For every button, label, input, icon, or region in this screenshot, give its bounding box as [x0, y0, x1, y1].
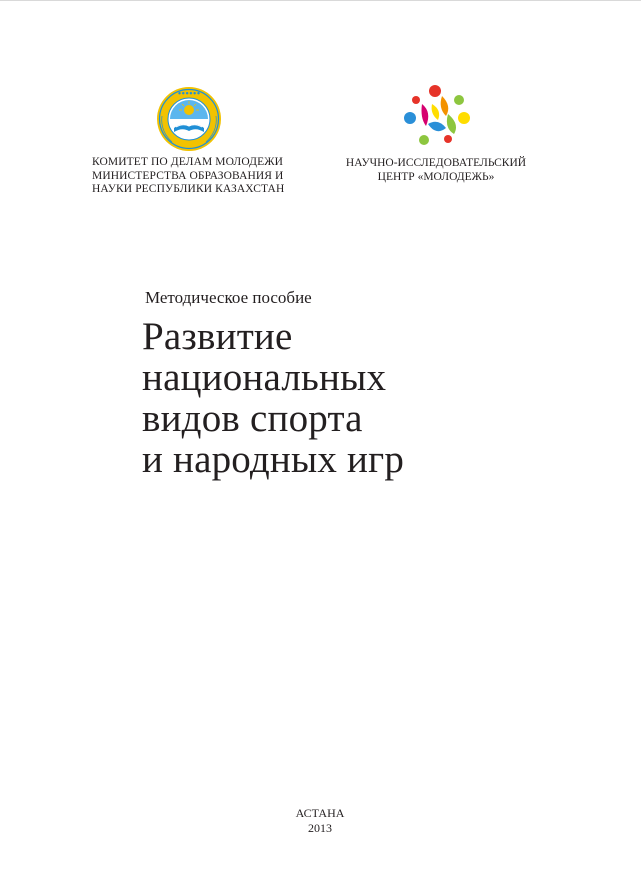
document-type-subtitle: Методическое пособие	[145, 288, 312, 307]
left-org-line: КОМИТЕТ ПО ДЕЛАМ МОЛОДЕЖИ	[92, 156, 284, 168]
svg-text:● ● ● ● ● ●: ● ● ● ● ● ●	[178, 91, 200, 95]
document-title	[142, 316, 404, 480]
title-line: видов спорта	[142, 397, 363, 440]
ministry-emblem-icon	[156, 86, 222, 152]
left-org-line: НАУКИ РЕСПУБЛИКИ КАЗАХСТАН	[92, 183, 285, 195]
right-org-line: НАУЧНО-ИССЛЕДОВАТЕЛЬСКИЙ	[345, 157, 527, 169]
title-line: Развитие	[142, 315, 293, 358]
youth-center-logo-icon	[402, 84, 470, 150]
left-organization-name	[92, 156, 322, 197]
title-line: национальных	[142, 356, 387, 399]
publication-info	[220, 806, 420, 836]
right-organization-name	[336, 157, 536, 184]
title-line: и народных игр	[142, 438, 405, 481]
page-top-border	[0, 0, 641, 1]
publication-year: 2013	[308, 821, 332, 835]
right-org-line: ЦЕНТР «МОЛОДЕЖЬ»	[377, 170, 495, 183]
left-org-line: МИНИСТЕРСТВА ОБРАЗОВАНИЯ И	[92, 169, 284, 182]
publication-city: АСТАНА	[295, 806, 345, 820]
